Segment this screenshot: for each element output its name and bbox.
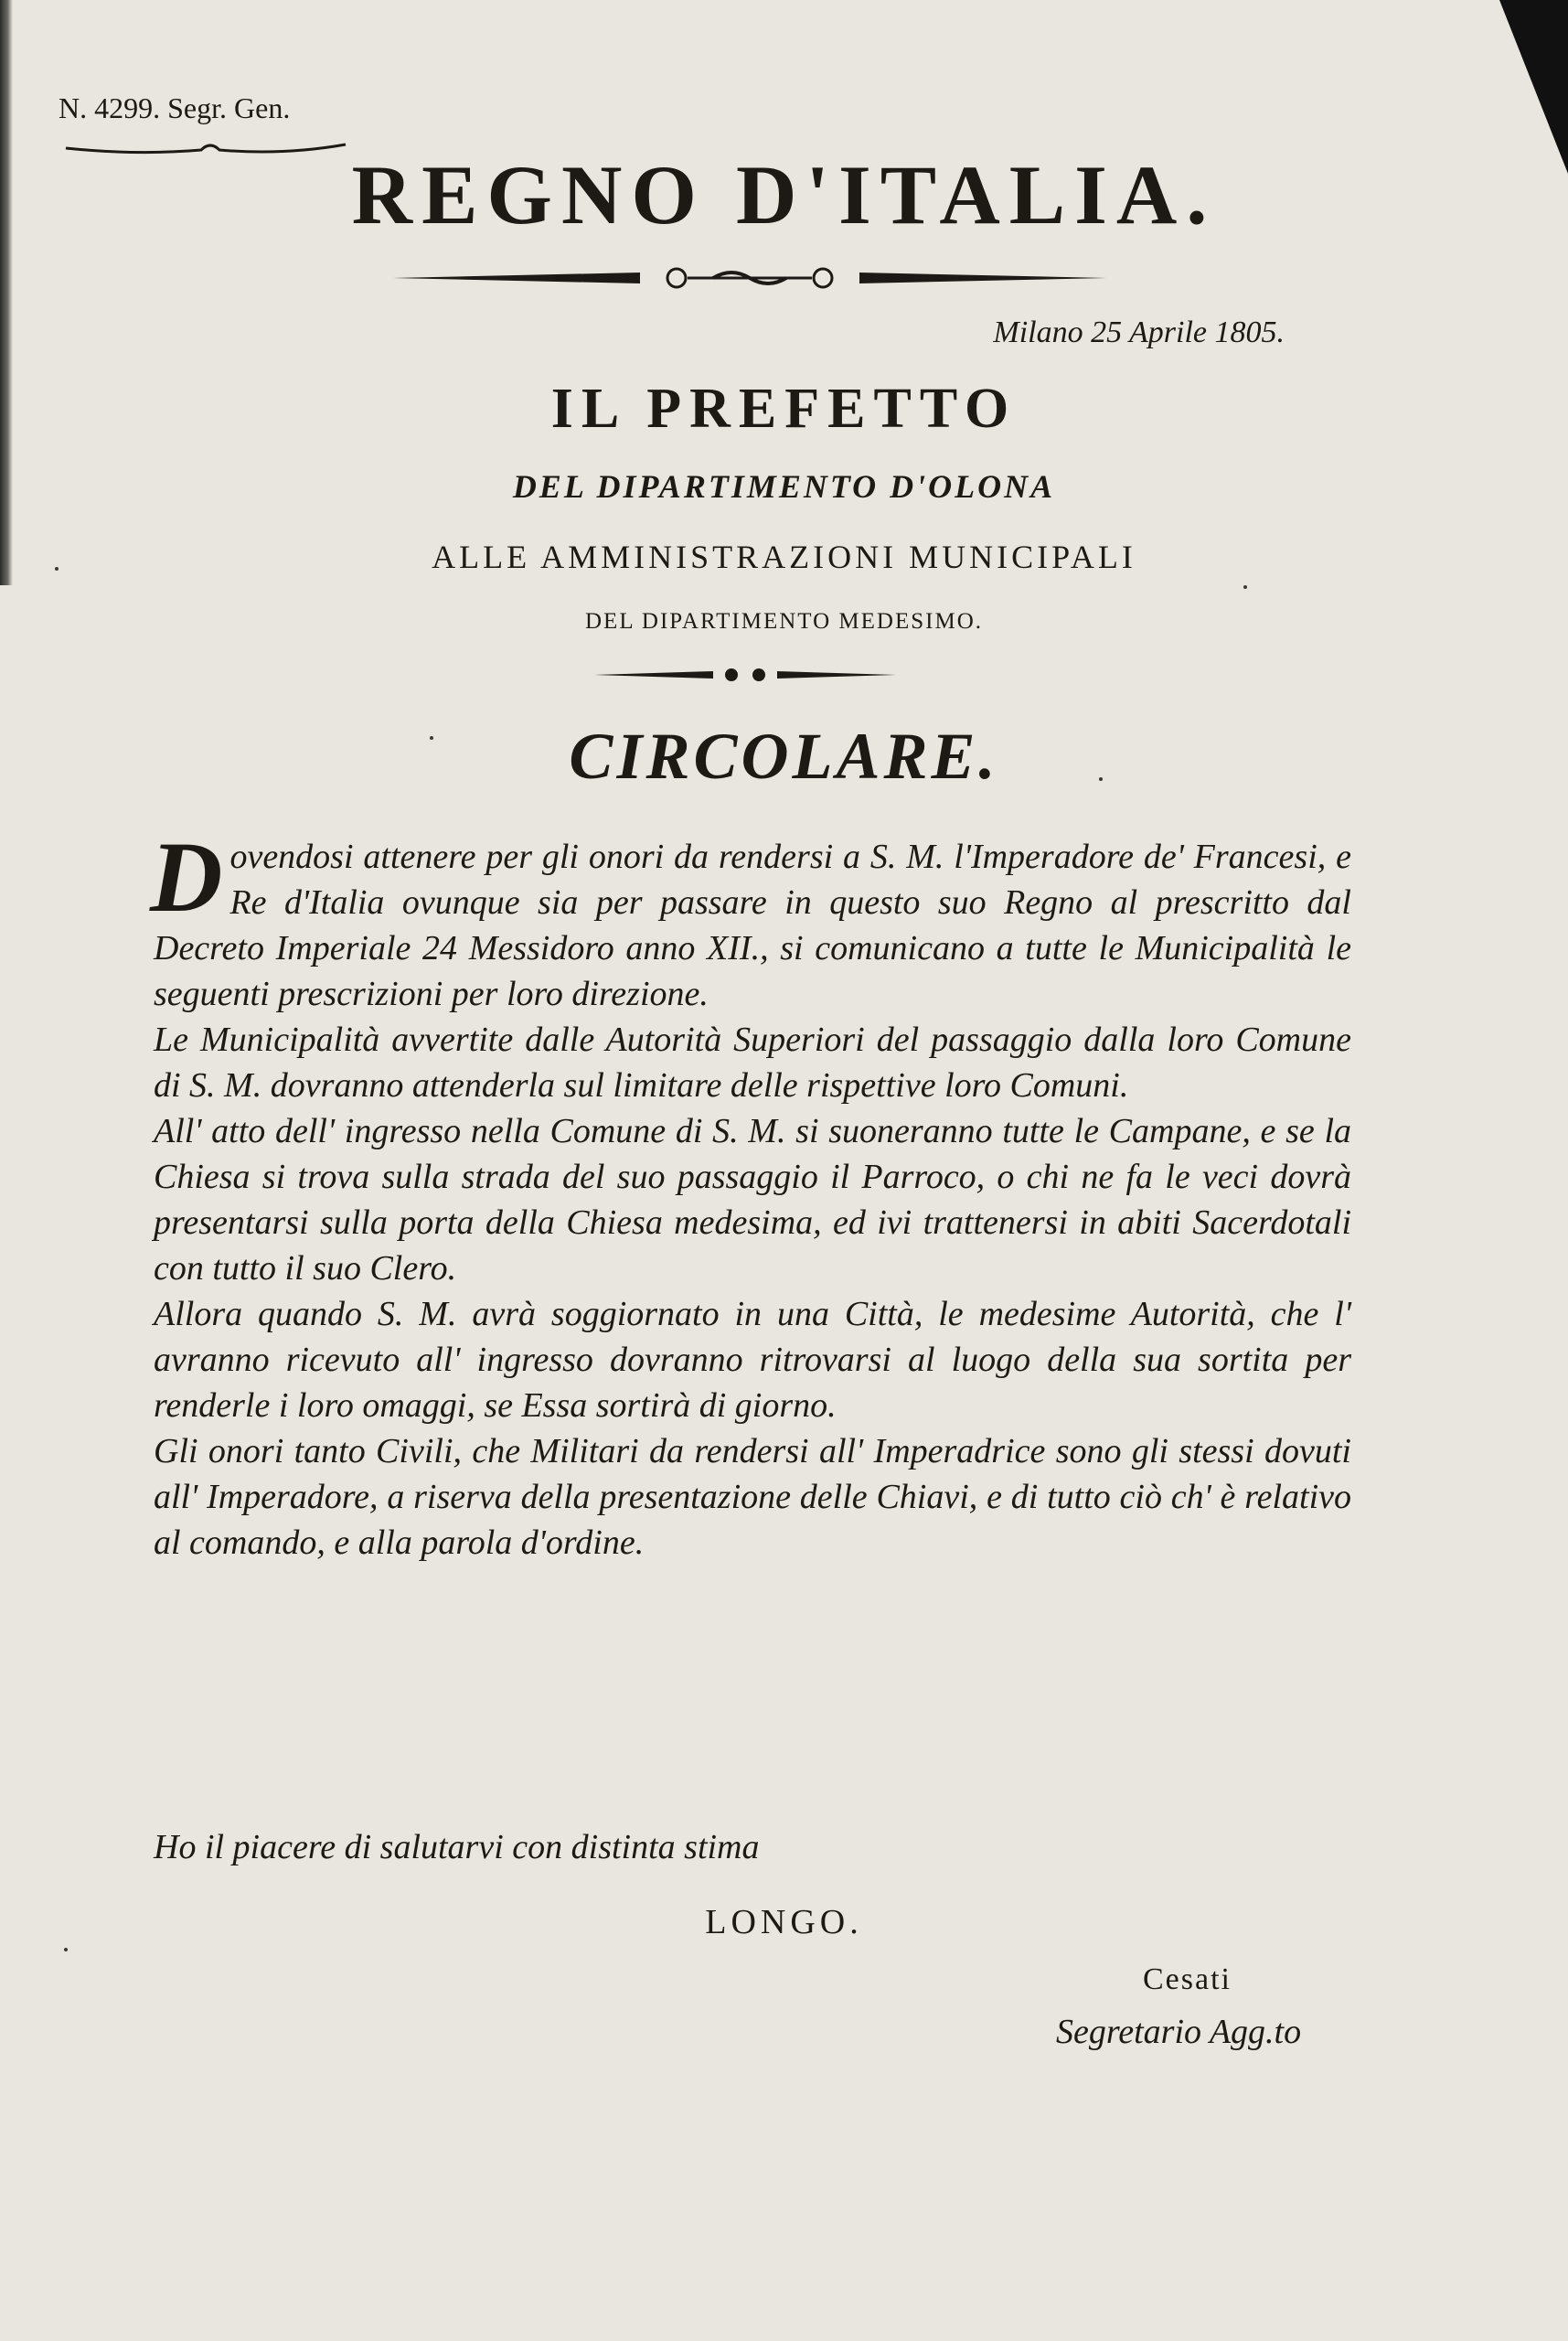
date-line: Milano 25 Aprile 1805. [993,315,1285,349]
paragraph-3: All' atto dell' ingresso nella Comune di S. M. si suoneranno tutte le Campane, e se la Chiesa si trova sulla strada del suo passaggio il Parroco, o chi ne fa le veci dovrà presentarsi sulla porta della Chiesa medesima, ed ivi trattenersi in abiti Sacerdotali con tutto il suo Clero. [154,1112,1351,1288]
paragraph-1-text: ovendosi attenere per gli onori da rendersi a S. M. l'Imperadore de' Francesi, e Re d'Italia ovunque sia per passare in questo suo Regno al prescritto dal Decreto Imperiale 24 Messidoro anno XII., si comunicano a tutte le Municipalità le seguenti prescrizioni per loro direzione. [154,838,1351,1013]
paper-speck [430,736,433,740]
signatory: LONGO. [705,1903,863,1941]
heading-prefetto: IL PREFETTO [550,378,1018,440]
paragraph-1 [150,821,1351,1017]
secretary-title: Segretario Agg.to [1056,2013,1302,2051]
section-divider [594,664,896,686]
paragraph-5: Gli onori tanto Civili, che Militari da rendersi all' Imperadrice sono gli stessi dovuti all' Imperadore, a riserva della presentazione delle Chiavi, e di tutto ciò ch' è relativo al comando, e alla parola d'ordine. [154,1432,1351,1562]
paper-speck [55,567,59,571]
department-line: DEL DIPARTIMENTO D'OLONA [512,468,1056,505]
paper-speck [1243,585,1247,589]
paper-speck [64,1948,68,1951]
paper-speck [1099,777,1103,781]
kingdom-title: REGNO D'ITALIA. [351,148,1217,241]
addressees-line: ALLE AMMINISTRAZIONI MUNICIPALI [432,539,1136,575]
paragraph-2: Le Municipalità avvertite dalle Autorità Superiori del passaggio dalla loro Comune di S. M. dovranno attenderla sul limitare delle rispettive loro Comuni. [154,1021,1351,1105]
document-type: CIRCOLARE. [569,720,999,793]
paragraph-4: Allora quando S. M. avrà soggiornato in una Città, le medesime Autorità, che l' avranno ricevuto all' ingresso dovranno ritrovarsi al luogo della sua sortita per renderle i loro omaggi, se Essa sortirà di giorno. [154,1295,1351,1425]
drop-cap: D [150,821,223,933]
addressees-subline: DEL DIPARTIMENTO MEDESIMO. [585,609,983,634]
reference-number: N. 4299. Segr. Gen. [59,91,291,124]
circular-body [150,821,1351,1566]
title-ornament [393,260,1106,296]
secretary-name: Cesati [1143,1962,1232,1996]
closing-line: Ho il piacere di salutarvi con distinta stima [154,1828,760,1866]
